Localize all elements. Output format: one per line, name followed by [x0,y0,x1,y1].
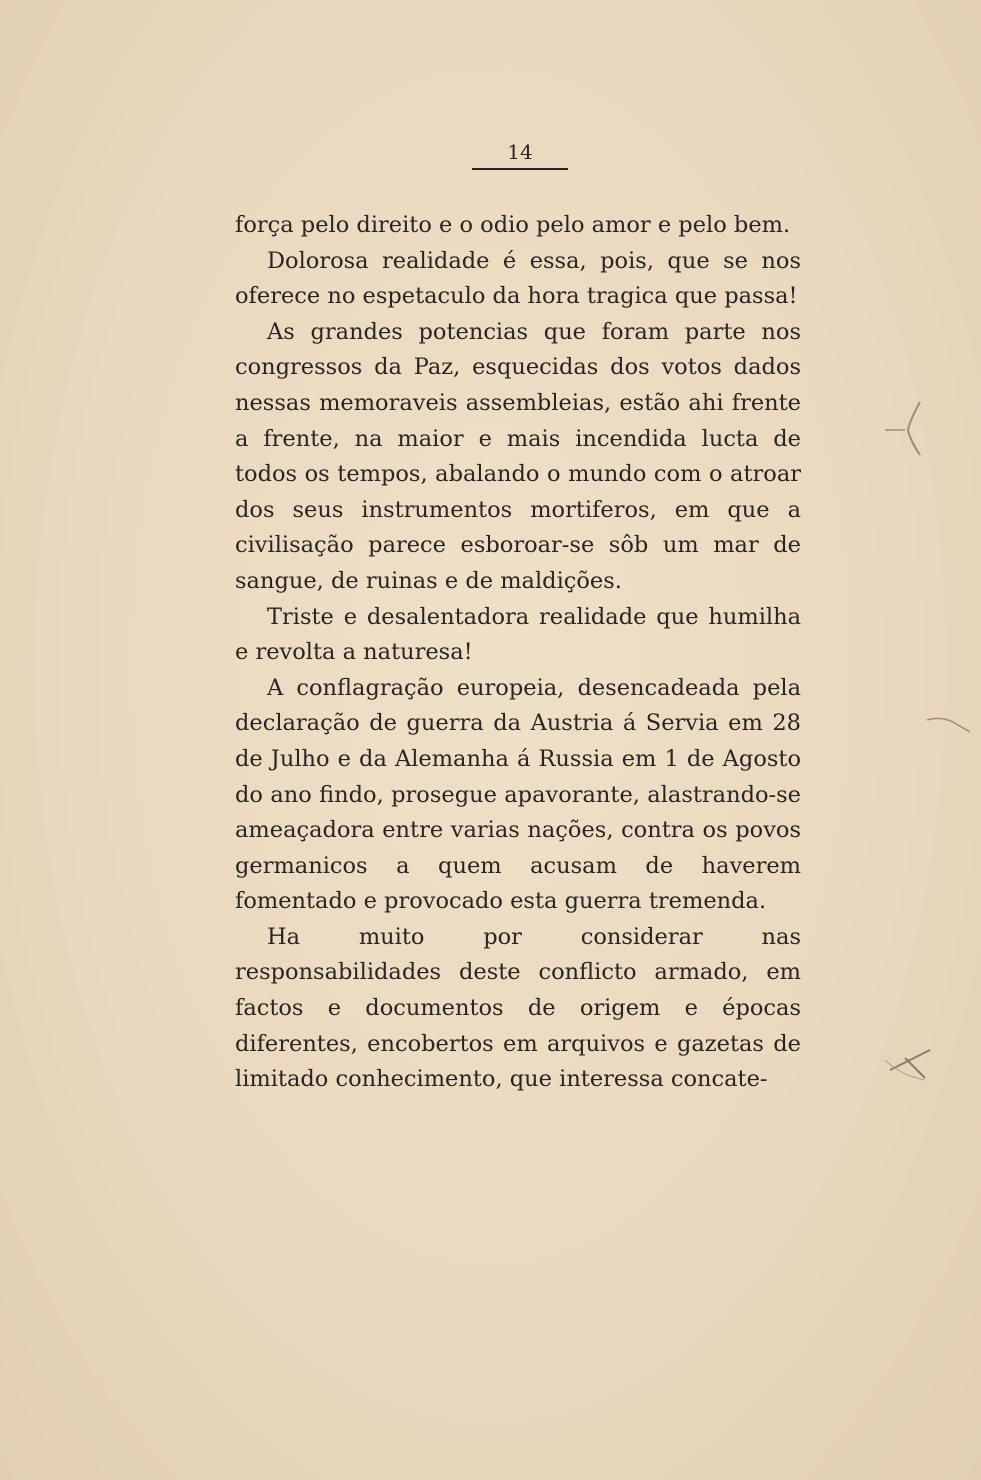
paragraph-2: Dolorosa realidade é essa, pois, que se nos oferece no espetaculo da hora tragica que passa! [235,247,801,310]
paper-crease-mark-icon [880,1040,940,1090]
paragraph-5: A conflagração europeia, desencadeada pela declaração de guerra da Austria á Servia em 28 de Julho e da Alemanha á Russia em 1 de Agosto do ano findo, prosegue apavorante, alastrando-se ameaçadora entre varias nações, contra os povos germanicos a quem acusam de haverem fomentado e provocado esta guerra tremenda. [235,674,801,915]
paragraph-6: Ha muito por considerar nas responsabilidades deste conflicto armado, em factos e documentos de origem e épocas diferentes, encobertos em arquivos e gazetas de limitado conhecimento, que interessa concate- [235,923,801,1093]
paper-crease-mark-icon [880,400,930,460]
paragraph-4: Triste e desalentadora realidade que humilha e revolta a naturesa! [235,603,801,666]
page-number: 14 [472,140,568,170]
body-text [235,208,801,1098]
paper-crease-mark-icon [925,710,975,740]
paragraph-1: força pelo direito e o odio pelo amor e pelo bem. [235,212,791,238]
paragraph-3: As grandes potencias que foram parte nos congressos da Paz, esquecidas dos votos dados nessas memoraveis assembleias, estão ahi frente a frente, na maior e mais incendida lucta de todos os tempos, abalando o mundo com o atroar dos seus instrumentos mortiferos, em que a civilisação parece esboroar-se sôb um mar de sangue, de ruinas e de maldições. [235,318,801,594]
